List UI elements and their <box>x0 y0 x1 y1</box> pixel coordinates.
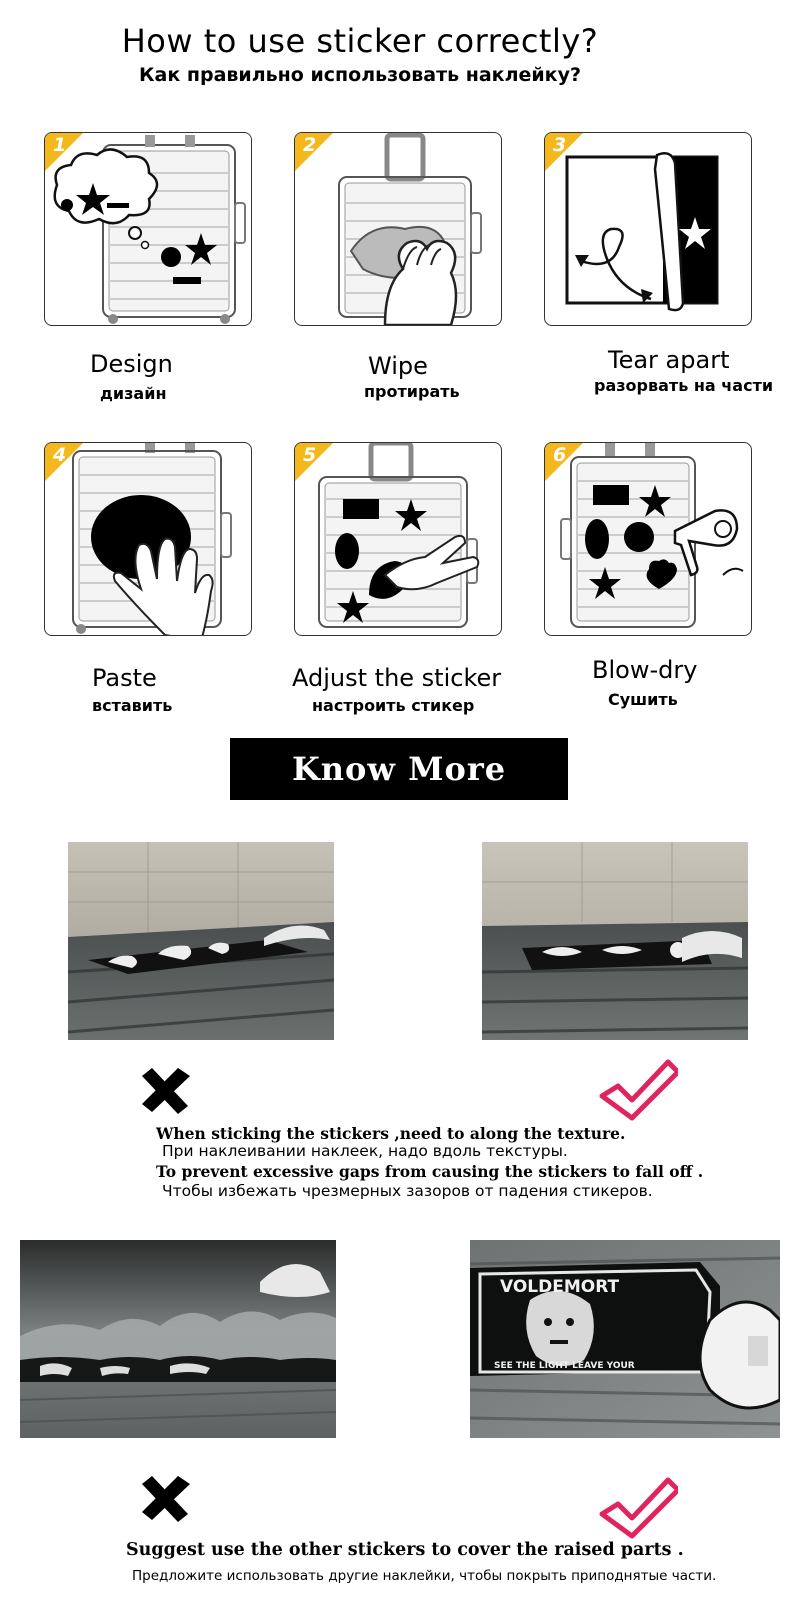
step-number: 5 <box>303 444 317 466</box>
correct-application-photo <box>482 842 748 1040</box>
check-icon <box>598 1476 678 1546</box>
step-label-en: Tear apart <box>608 346 730 374</box>
step-label-ru: дизайн <box>100 384 167 403</box>
check-icon <box>598 1058 678 1128</box>
step-number: 2 <box>303 134 317 156</box>
step-card-adjust <box>294 442 502 636</box>
sticker-text-top: VOLDEMORT <box>500 1277 620 1297</box>
cover-instruction-en: Suggest use the other stickers to cover the raised parts . <box>126 1540 684 1560</box>
step-number: 6 <box>553 444 567 466</box>
gap-instruction-ru: Чтобы избежать чрезмерных зазоров от падения стикеров. <box>162 1182 653 1200</box>
step-number: 4 <box>53 444 67 466</box>
step-label-ru: разорвать на части <box>594 376 774 395</box>
texture-instruction-ru: При наклеивании наклеек, надо вдоль текстуры. <box>162 1142 568 1160</box>
step-label-ru: протирать <box>364 382 460 401</box>
step-label-ru: Сушить <box>608 690 678 709</box>
raised-sticker-photo <box>20 1240 336 1438</box>
step-number: 3 <box>553 134 567 156</box>
step-label-en: Design <box>90 350 173 378</box>
step-label-en: Blow-dry <box>592 656 698 684</box>
gap-instruction-en: To prevent excessive gaps from causing the stickers to fall off . <box>156 1162 704 1181</box>
cross-icon <box>138 1066 194 1114</box>
page-title: How to use sticker correctly? <box>121 22 599 60</box>
know-more-button[interactable]: Know More <box>230 738 568 800</box>
step-card-blowdry <box>544 442 752 636</box>
page-subtitle: Как правильно использовать наклейку? <box>138 64 581 86</box>
step-label-ru: вставить <box>92 696 173 715</box>
step-card-wipe <box>294 132 502 326</box>
cross-icon <box>138 1474 194 1522</box>
step-label-ru: настроить стикер <box>312 696 475 715</box>
step-label-en: Wipe <box>368 352 428 380</box>
sticker-text-bottom: SEE THE LIGHT LEAVE YOUR <box>494 1361 635 1371</box>
wrong-application-photo <box>68 842 334 1040</box>
step-card-paste <box>44 442 252 636</box>
step-label-en: Adjust the sticker <box>292 664 502 692</box>
texture-instruction-en: When sticking the stickers ,need to along the texture. <box>156 1124 626 1143</box>
step-number: 1 <box>53 134 67 156</box>
cover-instruction-ru: Предложите использовать другие наклейки, чтобы покрыть приподнятые части. <box>132 1568 717 1584</box>
step-card-tear <box>544 132 752 326</box>
covered-sticker-photo <box>470 1240 780 1438</box>
step-label-en: Paste <box>92 664 157 692</box>
step-card-design <box>44 132 252 326</box>
